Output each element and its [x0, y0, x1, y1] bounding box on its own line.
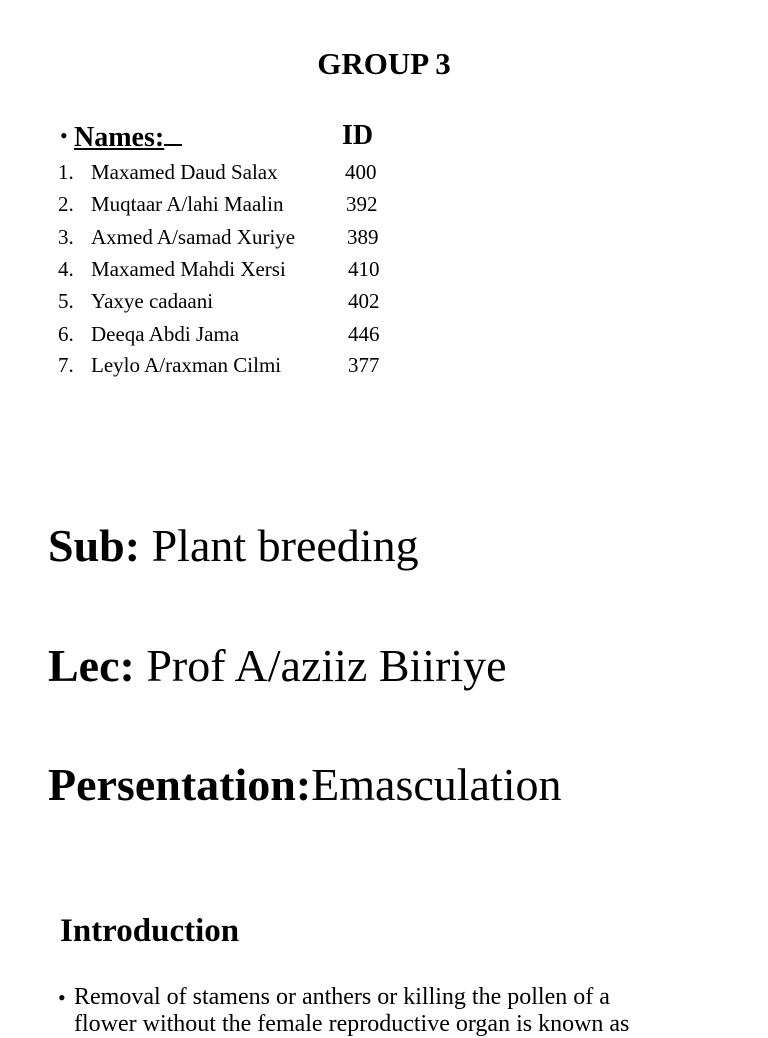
member-name: Leylo A/raxman Cilmi [91, 353, 282, 377]
member-id: 446 [348, 322, 380, 346]
introduction-heading: Introduction [60, 913, 240, 949]
member-number: 5. [58, 289, 74, 313]
member-name: Deeqa Abdi Jama [91, 322, 240, 346]
member-name: Maxamed Mahdi Xersi [91, 257, 286, 281]
names-bullet: • [60, 123, 68, 148]
member-name: Muqtaar A/lahi Maalin [91, 192, 284, 216]
presentation-value: Emasculation [311, 759, 562, 810]
member-number: 3. [58, 225, 74, 249]
group-title: GROUP 3 [317, 46, 451, 81]
member-number: 4. [58, 257, 74, 281]
subject-value: Plant breeding [151, 520, 419, 571]
id-header: ID [342, 120, 374, 151]
member-id: 410 [348, 257, 380, 281]
lecturer-label: Lec: [48, 640, 135, 691]
member-name: Maxamed Daud Salax [91, 160, 278, 184]
lecturer-value: Prof A/aziiz Biiriye [146, 640, 507, 691]
intro-bullet: • [58, 985, 66, 1010]
member-name: Axmed A/samad Xuriye [91, 225, 296, 249]
member-number: 6. [58, 322, 74, 346]
subject-label: Sub: [48, 520, 141, 571]
member-id: 377 [348, 353, 380, 377]
names-header [74, 120, 182, 154]
member-number: 7. [58, 353, 74, 377]
intro-text-line-2: flower without the female reproductive organ is known as [74, 1011, 630, 1037]
lecturer-line [48, 639, 507, 693]
names-underline [164, 120, 182, 146]
intro-text-line-1: Removal of stamens or anthers or killing the pollen of a [74, 984, 610, 1010]
presentation-line [48, 758, 562, 812]
member-id: 402 [348, 289, 380, 313]
presentation-label: Persentation: [48, 759, 312, 810]
member-name: Yaxye cadaani [91, 289, 214, 313]
subject-line [48, 519, 419, 573]
member-number: 2. [58, 192, 74, 216]
member-id: 389 [347, 225, 379, 249]
member-id: 400 [345, 160, 377, 184]
member-id: 392 [346, 192, 378, 216]
member-number: 1. [58, 160, 74, 184]
names-label: Names: [74, 122, 165, 153]
